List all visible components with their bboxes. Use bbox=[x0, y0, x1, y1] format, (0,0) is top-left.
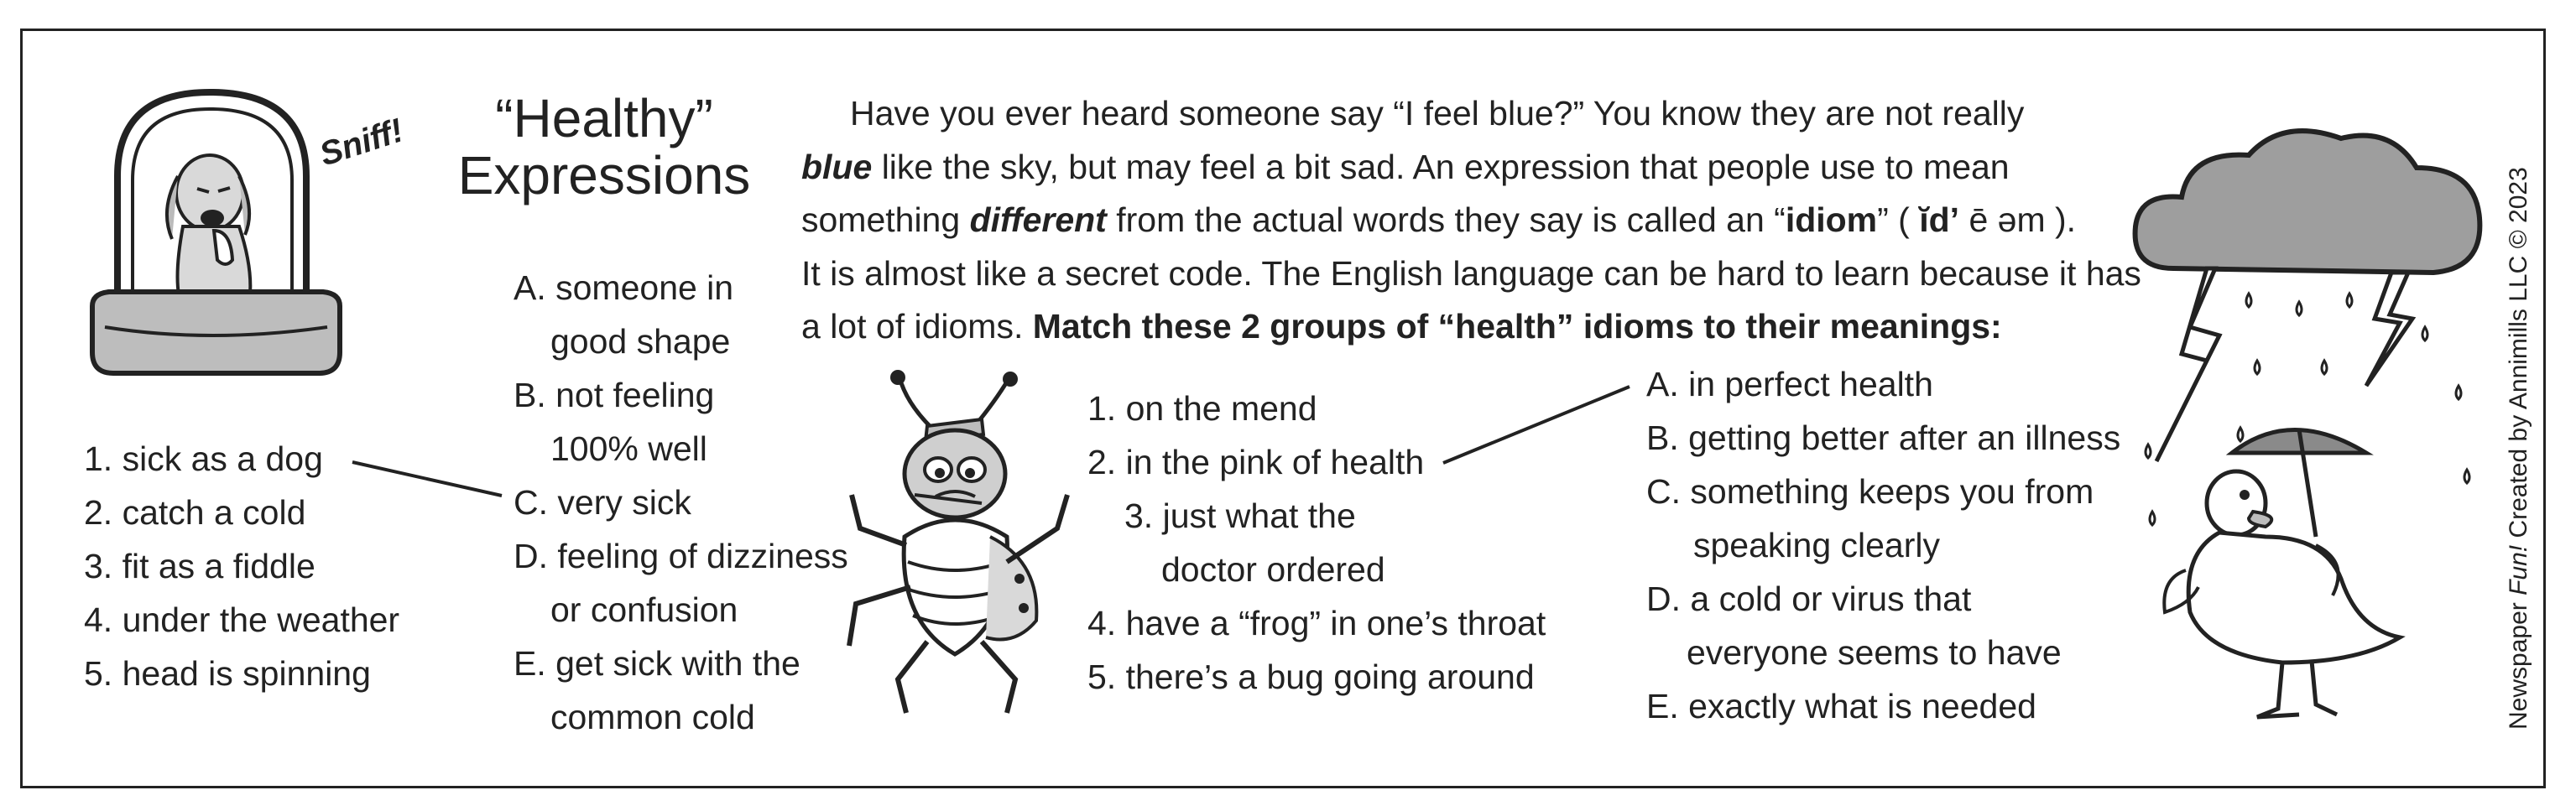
title-line-1: “Healthy” bbox=[495, 88, 713, 148]
group1-meaning-b-cont: 100% well bbox=[550, 429, 707, 468]
group1-meaning-d-cont: or confusion bbox=[550, 590, 738, 629]
intro-line-1: Have you ever heard someone say “I feel blue?” You know they are not really bbox=[850, 94, 2025, 133]
group2-idiom-5: 5. there’s a bug going around bbox=[1087, 658, 1535, 696]
sniff-sound-effect: Sniff! bbox=[315, 112, 408, 174]
group1-meaning-b: B. not feeling bbox=[514, 376, 715, 414]
intro-line-3: something different from the actual words they say is called an “idiom” ( ĭd’ ē əm ). bbox=[801, 200, 2077, 240]
group2-meaning-b: B. getting better after an illness bbox=[1646, 418, 2121, 457]
group2-idiom-3-cont: doctor ordered bbox=[1161, 550, 1385, 589]
group1-meaning-e-cont: common cold bbox=[550, 698, 755, 736]
duck-with-umbrella-icon bbox=[2156, 411, 2408, 721]
example-line-group1 bbox=[352, 462, 502, 496]
intro-line-5: a lot of idioms. Match these 2 groups of “health” idioms to their meanings: bbox=[801, 307, 2002, 346]
group2-idiom-4: 4. have a “frog” in one’s throat bbox=[1087, 604, 1546, 642]
group2-meaning-e: E. exactly what is needed bbox=[1646, 687, 2036, 725]
group2-meaning-c-cont: speaking clearly bbox=[1693, 526, 1940, 564]
sick-bug-icon bbox=[847, 369, 1078, 717]
group1-meaning-a-cont: good shape bbox=[550, 322, 731, 361]
intro-line-4: It is almost like a secret code. The English language can be hard to learn because it has bbox=[801, 253, 2141, 293]
example-line-group2 bbox=[1443, 387, 1630, 463]
group2-idiom-2: 2. in the pink of health bbox=[1087, 443, 1425, 481]
group1-meaning-c: C. very sick bbox=[514, 483, 691, 522]
credit-line: Newspaper Fun! Created by Annimills LLC © 2023 bbox=[2505, 167, 2532, 730]
group1-meaning-e: E. get sick with the bbox=[514, 644, 800, 683]
group2-idiom-3: 3. just what the bbox=[1124, 496, 1356, 535]
title-line-2: Expressions bbox=[457, 144, 751, 205]
group1-idiom-2: 2. catch a cold bbox=[84, 493, 306, 532]
group2-meaning-a: A. in perfect health bbox=[1646, 365, 1933, 403]
group2-meaning-c: C. something keeps you from bbox=[1646, 472, 2094, 511]
group2-meaning-d-cont: everyone seems to have bbox=[1687, 633, 2062, 672]
group2-meaning-d: D. a cold or virus that bbox=[1646, 580, 1972, 618]
intro-line-2: blue like the sky, but may feel a bit sad. An expression that people use to mean bbox=[801, 147, 2010, 186]
group2-idiom-1: 1. on the mend bbox=[1087, 389, 1317, 428]
group1-meaning-a: A. someone in bbox=[514, 268, 734, 307]
group1-idiom-4: 4. under the weather bbox=[84, 600, 400, 639]
group1-idiom-1: 1. sick as a dog bbox=[84, 439, 323, 478]
group1-meaning-d: D. feeling of dizziness bbox=[514, 537, 848, 575]
group1-idiom-5: 5. head is spinning bbox=[84, 654, 371, 693]
group1-idiom-3: 3. fit as a fiddle bbox=[84, 547, 315, 585]
